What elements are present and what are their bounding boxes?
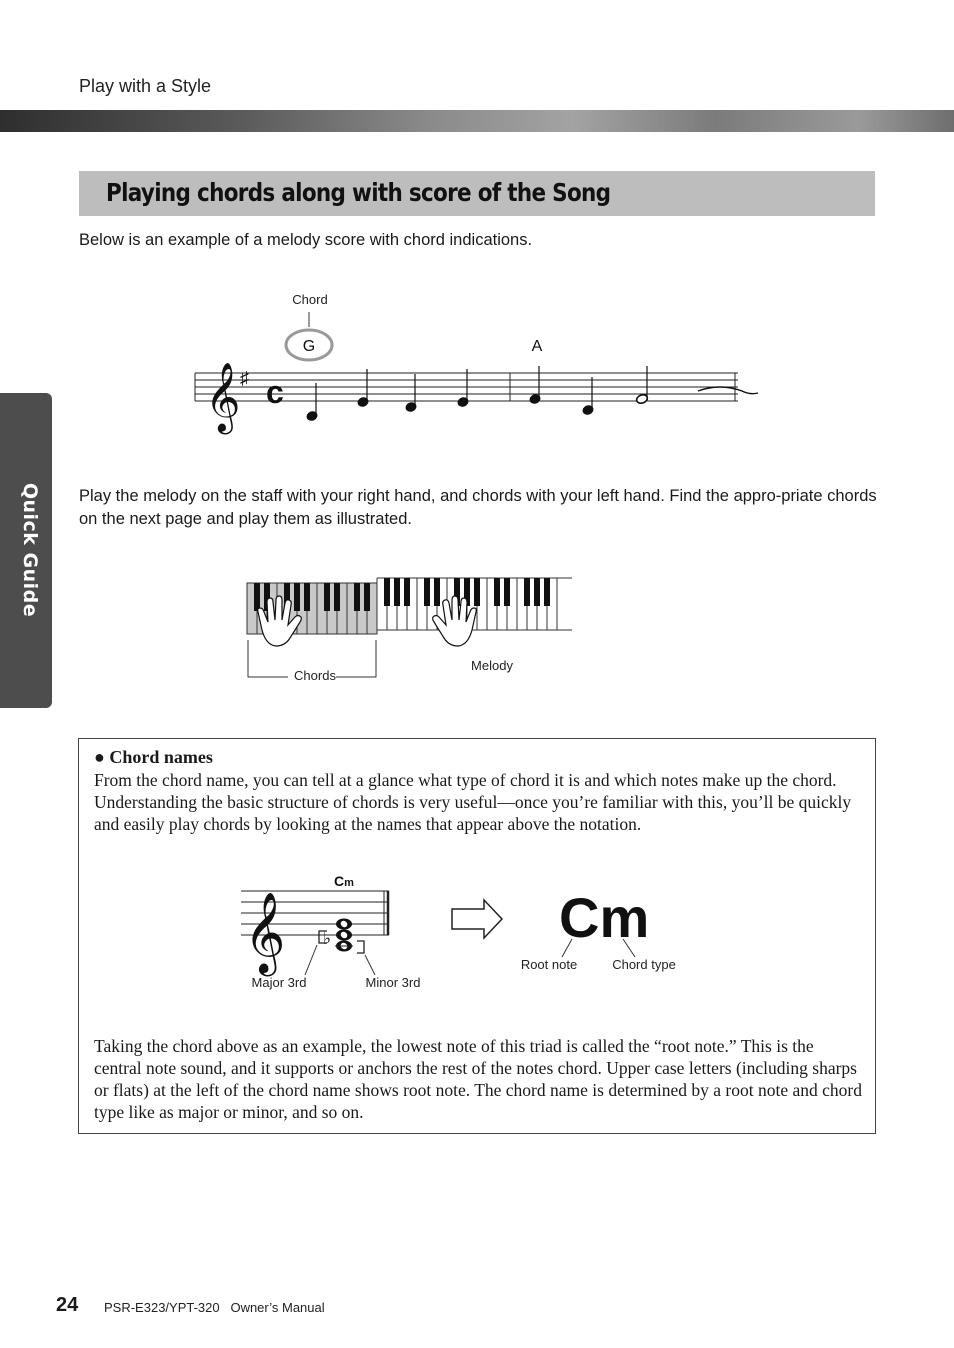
major-3rd-label: Major 3rd [251,975,307,990]
chord-type-label: Chord type [612,957,676,972]
arrow-right-icon [452,900,502,938]
page-number: 24 [56,1294,79,1316]
sharp-icon: ♯ [240,368,249,388]
flat-icon: ♭ [323,929,332,948]
tie-curve [698,387,758,394]
manual-title: PSR-E323/YPT-320 Owner’s Manual [104,1300,325,1315]
chord-names-box [78,738,876,1134]
small-chord-name: Cm [334,873,354,889]
side-tab-quick-guide [0,393,52,708]
running-head: Play with a Style [79,76,212,96]
chord-names-paragraph-1: From the chord name, you can tell at a glance what type of chord it is and which notes make up the chord. Understanding the basic structure of chords is very useful—once you’re familiar with this, you’ll be quickly and easily play chords by looking at the names that appear above the notation. [94,770,852,834]
melody-score-figure [190,285,770,435]
chord-names-title: Chord names [109,747,213,767]
side-tab-label: Quick Guide [19,482,41,618]
chord-cm-figure [239,869,779,999]
header-band [0,110,954,132]
chord-a: A [531,338,543,355]
section-title: Playing chords along with score of the Song [106,178,611,207]
treble-clef-icon: 𝄞 [205,363,241,430]
root-note-label: Root note [520,957,578,972]
melody-label: Melody [471,658,513,673]
chord-names-paragraph-2: Taking the chord above as an example, the lowest note of this triad is called the “root note.” This is the central note sound, and it supports or anchors the rest of the notes chord. Upper case letters (including sharps or flats) at the left of the chord name shows root note. The chord name is determined by a root note and chord type like as major or minor, and so on. [94,1036,862,1122]
chords-label: Chords [294,668,336,683]
keyboard-figure [240,570,580,685]
section-header [79,171,875,216]
treble-clef-icon: 𝄞 [244,893,286,971]
minor-3rd-label: Minor 3rd [365,975,421,990]
chord-g: G [302,338,316,355]
intro-text: Below is an example of a melody score with chord indications. [79,231,533,249]
bullet-icon: ● [94,747,105,767]
big-chord-name: Cm [559,886,650,949]
instruction-text: Play the melody on the staff with your right hand, and chords with your left hand. Find the appro-priate chords on the next page and play them as illustrated. [79,487,877,528]
chord-names-heading [94,747,213,768]
chord-callout-label: Chord [292,292,328,307]
time-signature: c [266,374,284,410]
